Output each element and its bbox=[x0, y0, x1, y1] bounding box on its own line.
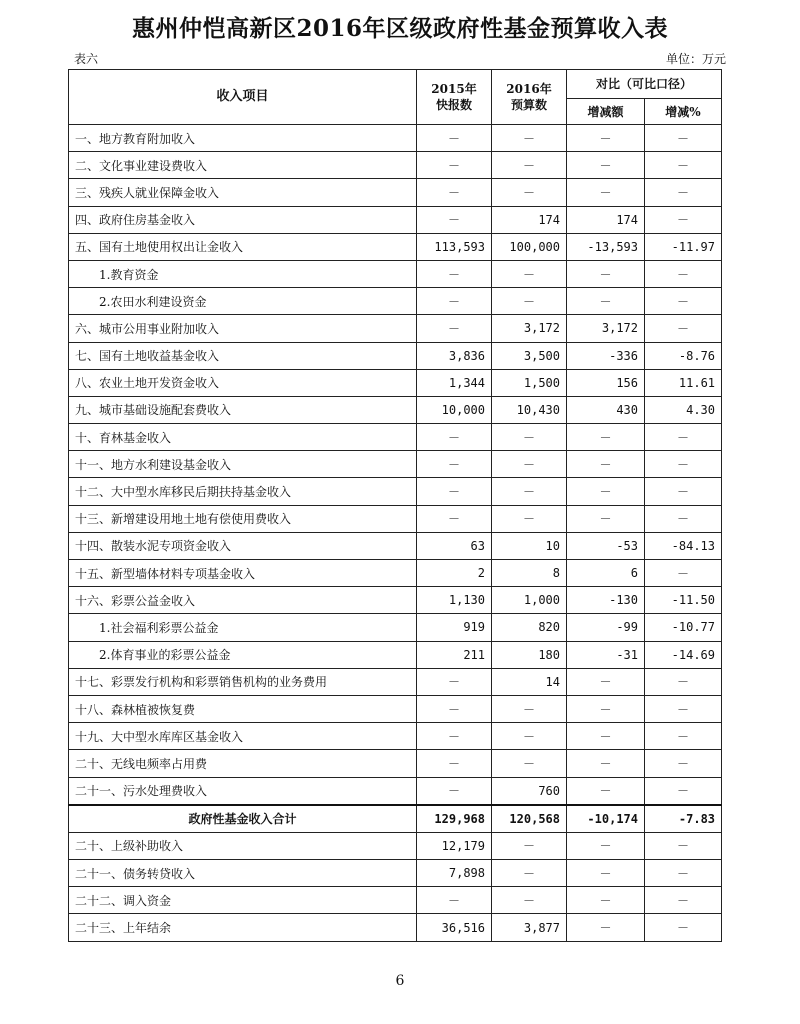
table-row bbox=[69, 723, 722, 750]
value-pct: － bbox=[645, 424, 722, 451]
table-row bbox=[69, 560, 722, 587]
value-diff: － bbox=[567, 723, 645, 750]
value-2015: 2 bbox=[417, 560, 492, 587]
value-2015: － bbox=[417, 887, 492, 914]
value-diff: － bbox=[567, 860, 645, 887]
value-2015: 36,516 bbox=[417, 914, 492, 941]
value-2015: － bbox=[417, 179, 492, 206]
value-diff: － bbox=[567, 832, 645, 859]
page-number: 6 bbox=[395, 973, 405, 989]
value-pct: － bbox=[645, 695, 722, 722]
value-diff: － bbox=[567, 777, 645, 805]
value-pct: 4.30 bbox=[645, 396, 722, 423]
value-pct: － bbox=[645, 914, 722, 941]
total-row bbox=[69, 805, 722, 833]
value-diff: － bbox=[567, 152, 645, 179]
value-pct: － bbox=[645, 315, 722, 342]
row-label: 1.社会福利彩票公益金 bbox=[69, 614, 417, 641]
value-2016: － bbox=[492, 695, 567, 722]
value-2015: 211 bbox=[417, 641, 492, 668]
row-label: 二、文化事业建设费收入 bbox=[69, 152, 417, 179]
table-row bbox=[69, 424, 722, 451]
row-label: 2.农田水利建设资金 bbox=[69, 288, 417, 315]
value-2015: 3,836 bbox=[417, 342, 492, 369]
value-2016: 3,172 bbox=[492, 315, 567, 342]
value-diff: － bbox=[567, 914, 645, 941]
table-header bbox=[69, 70, 722, 125]
value-2016: 174 bbox=[492, 206, 567, 233]
value-pct: － bbox=[645, 152, 722, 179]
header-pct: 增减% bbox=[645, 99, 722, 125]
value-2015: 919 bbox=[417, 614, 492, 641]
value-2016: － bbox=[492, 860, 567, 887]
row-label: 二十、无线电频率占用费 bbox=[69, 750, 417, 777]
table-row bbox=[69, 860, 722, 887]
table-row bbox=[69, 641, 722, 668]
table-row bbox=[69, 777, 722, 805]
table-row bbox=[69, 396, 722, 423]
value-2015: 10,000 bbox=[417, 396, 492, 423]
value-diff: -99 bbox=[567, 614, 645, 641]
row-label: 八、农业土地开发资金收入 bbox=[69, 369, 417, 396]
table-row bbox=[69, 179, 722, 206]
value-pct: － bbox=[645, 777, 722, 805]
value-pct: － bbox=[645, 887, 722, 914]
table-row bbox=[69, 451, 722, 478]
header-compare: 对比（可比口径） bbox=[567, 70, 722, 99]
value-2015: － bbox=[417, 505, 492, 532]
value-diff: -10,174 bbox=[567, 805, 645, 833]
value-2015: － bbox=[417, 288, 492, 315]
value-2016: － bbox=[492, 125, 567, 152]
value-diff: － bbox=[567, 478, 645, 505]
value-diff: 430 bbox=[567, 396, 645, 423]
value-diff: － bbox=[567, 695, 645, 722]
table-row bbox=[69, 260, 722, 287]
value-diff: － bbox=[567, 668, 645, 695]
value-pct: － bbox=[645, 478, 722, 505]
row-label: 1.教育资金 bbox=[69, 260, 417, 287]
table-row bbox=[69, 614, 722, 641]
value-diff: － bbox=[567, 887, 645, 914]
value-diff: -13,593 bbox=[567, 233, 645, 260]
table-row bbox=[69, 288, 722, 315]
value-pct: － bbox=[645, 505, 722, 532]
value-diff: － bbox=[567, 505, 645, 532]
value-2016: 8 bbox=[492, 560, 567, 587]
header-2015-year: 2015年 bbox=[431, 82, 477, 96]
row-label: 一、地方教育附加收入 bbox=[69, 125, 417, 152]
value-2016: 3,500 bbox=[492, 342, 567, 369]
value-2016: － bbox=[492, 887, 567, 914]
value-pct: － bbox=[645, 206, 722, 233]
row-label: 五、国有土地使用权出让金收入 bbox=[69, 233, 417, 260]
value-2016: － bbox=[492, 424, 567, 451]
row-label: 四、政府住房基金收入 bbox=[69, 206, 417, 233]
value-diff: － bbox=[567, 750, 645, 777]
row-label: 十六、彩票公益金收入 bbox=[69, 587, 417, 614]
value-pct: － bbox=[645, 451, 722, 478]
row-label: 十五、新型墙体材料专项基金收入 bbox=[69, 560, 417, 587]
value-2015: － bbox=[417, 260, 492, 287]
row-label: 十二、大中型水库移民后期扶持基金收入 bbox=[69, 478, 417, 505]
value-diff: -336 bbox=[567, 342, 645, 369]
row-label: 十七、彩票发行机构和彩票销售机构的业务费用 bbox=[69, 668, 417, 695]
table-row bbox=[69, 342, 722, 369]
table-row bbox=[69, 914, 722, 941]
value-2015: － bbox=[417, 723, 492, 750]
value-2016: － bbox=[492, 152, 567, 179]
value-2016: 10 bbox=[492, 532, 567, 559]
value-pct: － bbox=[645, 260, 722, 287]
value-diff: 174 bbox=[567, 206, 645, 233]
value-pct: － bbox=[645, 750, 722, 777]
value-diff: -53 bbox=[567, 532, 645, 559]
value-pct: -7.83 bbox=[645, 805, 722, 833]
value-pct: － bbox=[645, 832, 722, 859]
value-diff: 3,172 bbox=[567, 315, 645, 342]
value-2016: － bbox=[492, 179, 567, 206]
table-row bbox=[69, 532, 722, 559]
value-diff: － bbox=[567, 288, 645, 315]
table-row bbox=[69, 152, 722, 179]
value-2015: 1,344 bbox=[417, 369, 492, 396]
value-diff: -130 bbox=[567, 587, 645, 614]
value-2016: 120,568 bbox=[492, 805, 567, 833]
value-pct: － bbox=[645, 179, 722, 206]
value-2016: － bbox=[492, 478, 567, 505]
value-pct: -14.69 bbox=[645, 641, 722, 668]
value-pct: -11.97 bbox=[645, 233, 722, 260]
value-2015: － bbox=[417, 478, 492, 505]
value-2016: － bbox=[492, 832, 567, 859]
value-diff: 6 bbox=[567, 560, 645, 587]
table-row bbox=[69, 315, 722, 342]
value-2016: 1,000 bbox=[492, 587, 567, 614]
value-2016: － bbox=[492, 288, 567, 315]
value-pct: － bbox=[645, 125, 722, 152]
row-label: 二十二、调入资金 bbox=[69, 887, 417, 914]
value-diff: － bbox=[567, 424, 645, 451]
table-row bbox=[69, 505, 722, 532]
value-2015: 12,179 bbox=[417, 832, 492, 859]
value-diff: － bbox=[567, 260, 645, 287]
header-2016-year: 2016年 bbox=[506, 82, 552, 96]
value-2015: 113,593 bbox=[417, 233, 492, 260]
header-2016 bbox=[492, 70, 567, 125]
value-2015: 129,968 bbox=[417, 805, 492, 833]
value-2015: － bbox=[417, 695, 492, 722]
table-row bbox=[69, 668, 722, 695]
table-row bbox=[69, 478, 722, 505]
value-2016: － bbox=[492, 451, 567, 478]
value-2016: － bbox=[492, 505, 567, 532]
value-pct: -84.13 bbox=[645, 532, 722, 559]
value-pct: － bbox=[645, 723, 722, 750]
table-row bbox=[69, 695, 722, 722]
value-2015: 1,130 bbox=[417, 587, 492, 614]
value-pct: -11.50 bbox=[645, 587, 722, 614]
value-pct: － bbox=[645, 668, 722, 695]
row-label: 六、城市公用事业附加收入 bbox=[69, 315, 417, 342]
table-number: 表六 bbox=[74, 52, 99, 66]
row-label: 政府性基金收入合计 bbox=[69, 805, 417, 833]
budget-table bbox=[68, 69, 722, 942]
value-2015: － bbox=[417, 315, 492, 342]
row-label: 七、国有土地收益基金收入 bbox=[69, 342, 417, 369]
row-label: 十一、地方水利建设基金收入 bbox=[69, 451, 417, 478]
value-2015: － bbox=[417, 777, 492, 805]
value-diff: -31 bbox=[567, 641, 645, 668]
page-title: 惠州仲恺高新区2016年区级政府性基金预算收入表 bbox=[131, 15, 668, 42]
value-2016: － bbox=[492, 260, 567, 287]
value-2015: － bbox=[417, 152, 492, 179]
value-2015: － bbox=[417, 750, 492, 777]
value-2016: 180 bbox=[492, 641, 567, 668]
value-2015: － bbox=[417, 424, 492, 451]
value-2016: 14 bbox=[492, 668, 567, 695]
row-label: 2.体育事业的彩票公益金 bbox=[69, 641, 417, 668]
value-2015: － bbox=[417, 451, 492, 478]
header-2016-type: 预算数 bbox=[510, 98, 547, 112]
row-label: 二十三、上年结余 bbox=[69, 914, 417, 941]
value-2016: 760 bbox=[492, 777, 567, 805]
table-row bbox=[69, 206, 722, 233]
row-label: 十、育林基金收入 bbox=[69, 424, 417, 451]
value-2015: － bbox=[417, 206, 492, 233]
header-diff: 增减额 bbox=[567, 99, 645, 125]
value-diff: － bbox=[567, 451, 645, 478]
row-label: 二十一、污水处理费收入 bbox=[69, 777, 417, 805]
value-2015: 63 bbox=[417, 532, 492, 559]
value-diff: 156 bbox=[567, 369, 645, 396]
row-label: 二十一、债务转贷收入 bbox=[69, 860, 417, 887]
table-row bbox=[69, 369, 722, 396]
value-pct: -8.76 bbox=[645, 342, 722, 369]
table-row bbox=[69, 887, 722, 914]
value-2015: － bbox=[417, 668, 492, 695]
table-row bbox=[69, 233, 722, 260]
value-2015: － bbox=[417, 125, 492, 152]
table-row bbox=[69, 587, 722, 614]
value-diff: － bbox=[567, 125, 645, 152]
value-2016: 1,500 bbox=[492, 369, 567, 396]
value-pct: － bbox=[645, 288, 722, 315]
header-2015 bbox=[417, 70, 492, 125]
value-diff: － bbox=[567, 179, 645, 206]
header-item: 收入项目 bbox=[69, 70, 417, 125]
row-label: 十九、大中型水库库区基金收入 bbox=[69, 723, 417, 750]
table-row bbox=[69, 750, 722, 777]
unit-label: 单位：万元 bbox=[665, 52, 726, 66]
value-2016: 10,430 bbox=[492, 396, 567, 423]
row-label: 三、残疾人就业保障金收入 bbox=[69, 179, 417, 206]
value-2016: 3,877 bbox=[492, 914, 567, 941]
row-label: 九、城市基础设施配套费收入 bbox=[69, 396, 417, 423]
value-2015: 7,898 bbox=[417, 860, 492, 887]
value-pct: 11.61 bbox=[645, 369, 722, 396]
table-body bbox=[69, 125, 722, 942]
value-pct: -10.77 bbox=[645, 614, 722, 641]
table-row bbox=[69, 832, 722, 859]
header-2015-type: 快报数 bbox=[435, 98, 472, 112]
value-2016: 100,000 bbox=[492, 233, 567, 260]
value-pct: － bbox=[645, 860, 722, 887]
row-label: 二十、上级补助收入 bbox=[69, 832, 417, 859]
value-2016: － bbox=[492, 750, 567, 777]
row-label: 十四、散装水泥专项资金收入 bbox=[69, 532, 417, 559]
value-2016: － bbox=[492, 723, 567, 750]
value-2016: 820 bbox=[492, 614, 567, 641]
row-label: 十八、森林植被恢复费 bbox=[69, 695, 417, 722]
row-label: 十三、新增建设用地土地有偿使用费收入 bbox=[69, 505, 417, 532]
value-pct: － bbox=[645, 560, 722, 587]
table-row bbox=[69, 125, 722, 152]
